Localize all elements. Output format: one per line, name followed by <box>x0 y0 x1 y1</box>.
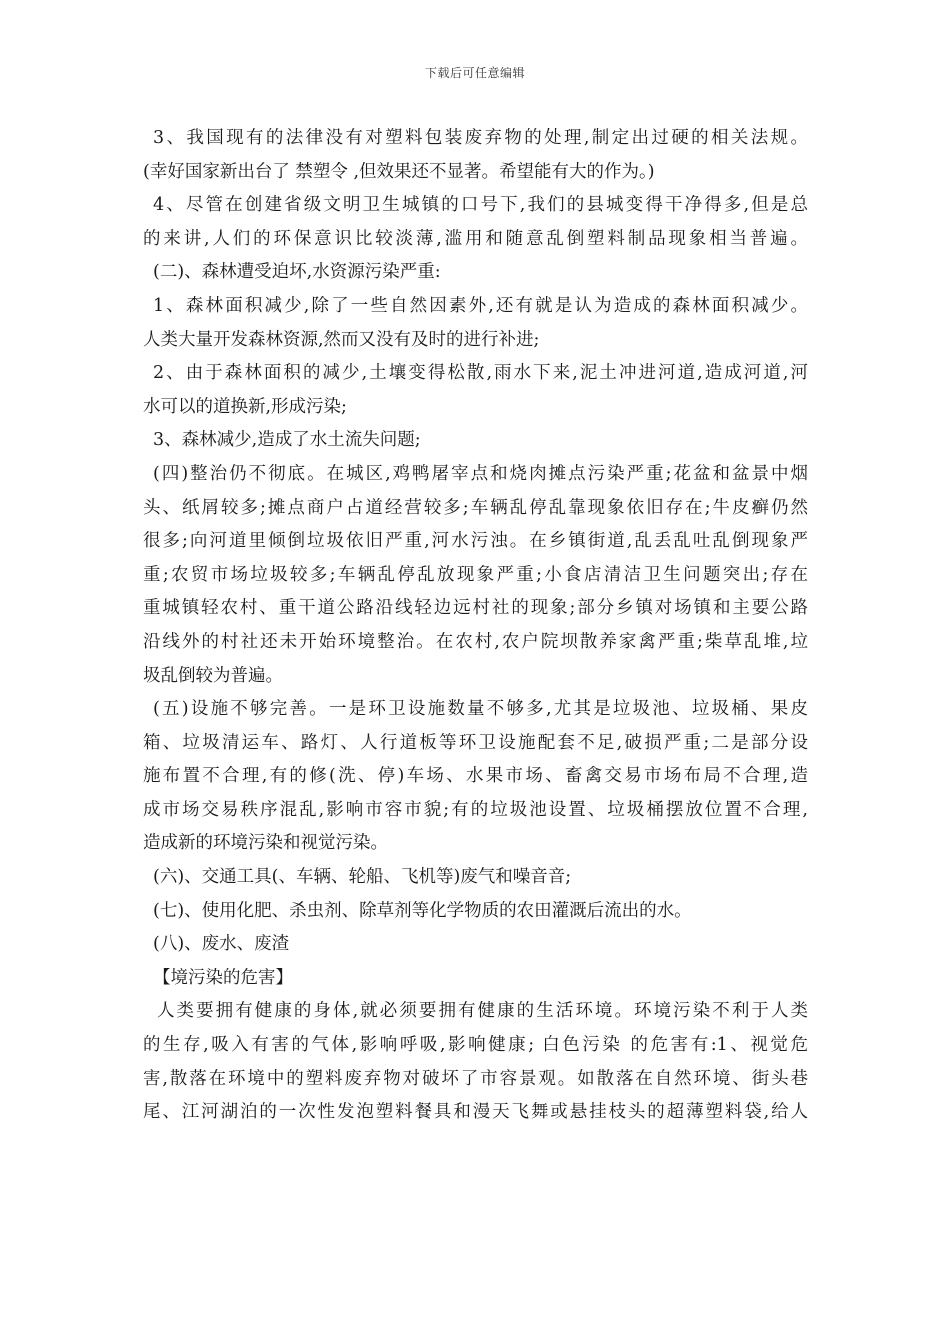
paragraph-line: 1、森林面积减少,除了一些自然因素外,还有就是认为造成的森林面积减少。 <box>153 295 808 316</box>
paragraph-line: 3、我国现有的法律没有对塑料包装废弃物的处理,制定出过硬的相关法规。 <box>153 128 808 148</box>
paragraph-line: 头、纸屑较多;摊点商户占道经营较多;车辆乱停乱靠现象依旧存在;牛皮癣仍然 <box>143 497 808 518</box>
paragraph-line: (七)、使用化肥、杀虫剂、除草剂等化学物质的农田灌溉后流出的水。 <box>153 900 692 921</box>
paragraph-line: (八)、废水、废渣 <box>153 934 290 955</box>
paragraph-line: (六)、交通工具(、车辆、轮船、飞机等)废气和噪音音; <box>153 867 572 888</box>
paragraph-line: 人类大量开发森林资源,然而又没有及时的进行补进; <box>143 329 540 350</box>
paragraph-line: 人类要拥有健康的身体,就必须要拥有健康的生活环境。环境污染不利于人类 <box>157 1001 808 1022</box>
paragraph-line: 害,散落在环境中的塑料废弃物对破坏了市容景观。如散落在自然环境、街头巷 <box>143 1068 808 1089</box>
paragraph-line: 水可以的道换新,形成污染; <box>143 396 347 417</box>
paragraph-line: 成市场交易秩序混乱,影响市容市貌;有的垃圾池设置、垃圾桶摆放位置不合理, <box>143 799 808 820</box>
paragraph-line: 施布置不合理,有的修(洗、停)车场、水果市场、畜禽交易市场布局不合理,造 <box>143 766 808 787</box>
paragraph-line: 重城镇轻农村、重干道公路沿线轻边远村社的现象;部分乡镇对场镇和主要公路 <box>143 598 808 619</box>
paragraph-line: 4、尽管在创建省级文明卫生城镇的口号下,我们的县城变得干净得多,但是总 <box>153 195 808 216</box>
paragraph-line: (幸好国家新出台了 禁塑令 ,但效果还不显著。希望能有大的作为。) <box>143 161 655 182</box>
paragraph-line: 尾、江河湖泊的一次性发泡塑料餐具和漫天飞舞或悬挂枝头的超薄塑料袋,给人 <box>143 1102 808 1123</box>
paragraph-line: 很多;向河道里倾倒垃圾依旧严重,河水污浊。在乡镇街道,乱丢乱吐乱倒现象严 <box>143 531 808 552</box>
page-header: 下载后可任意编辑 <box>424 66 525 80</box>
section-heading: 【境污染的危害】 <box>153 967 293 988</box>
paragraph-line: 造成新的环境污染和视觉污染。 <box>143 833 388 854</box>
paragraph-line: 圾乱倒较为普遍。 <box>143 665 283 686</box>
paragraph-line: (五)设施不够完善。一是环卫设施数量不够多,尤其是垃圾池、垃圾桶、果皮 <box>153 699 808 720</box>
paragraph-line: 3、森林减少,造成了水土流失问题; <box>153 430 421 451</box>
paragraph-line: 的来讲,人们的环保意识比较淡薄,滥用和随意乱倒塑料制品现象相当普遍。 <box>143 228 808 249</box>
paragraph-line: (二)、森林遭受迫坏,水资源污染严重: <box>153 262 441 283</box>
document-body <box>143 122 808 1130</box>
paragraph-line: 2、由于森林面积的减少,土壤变得松散,雨水下来,泥土冲进河道,造成河道,河 <box>153 363 808 384</box>
paragraph-line: 重;农贸市场垃圾较多;车辆乱停乱放现象严重;小食店清洁卫生问题突出;存在 <box>143 564 808 585</box>
paragraph-line: 沿线外的村社还未开始环境整治。在农村,农户院坝散养家禽严重;柴草乱堆,垃 <box>143 631 808 652</box>
paragraph-line: 箱、垃圾清运车、路灯、人行道板等环卫设施配套不足,破损严重;二是部分设 <box>143 732 808 753</box>
paragraph-line: (四)整治仍不彻底。在城区,鸡鸭屠宰点和烧肉摊点污染严重;花盆和盆景中烟 <box>153 463 808 484</box>
paragraph-line: 的生存,吸入有害的气体,影响呼吸,影响健康; 白色污染 的危害有:1、视觉危 <box>143 1035 808 1056</box>
